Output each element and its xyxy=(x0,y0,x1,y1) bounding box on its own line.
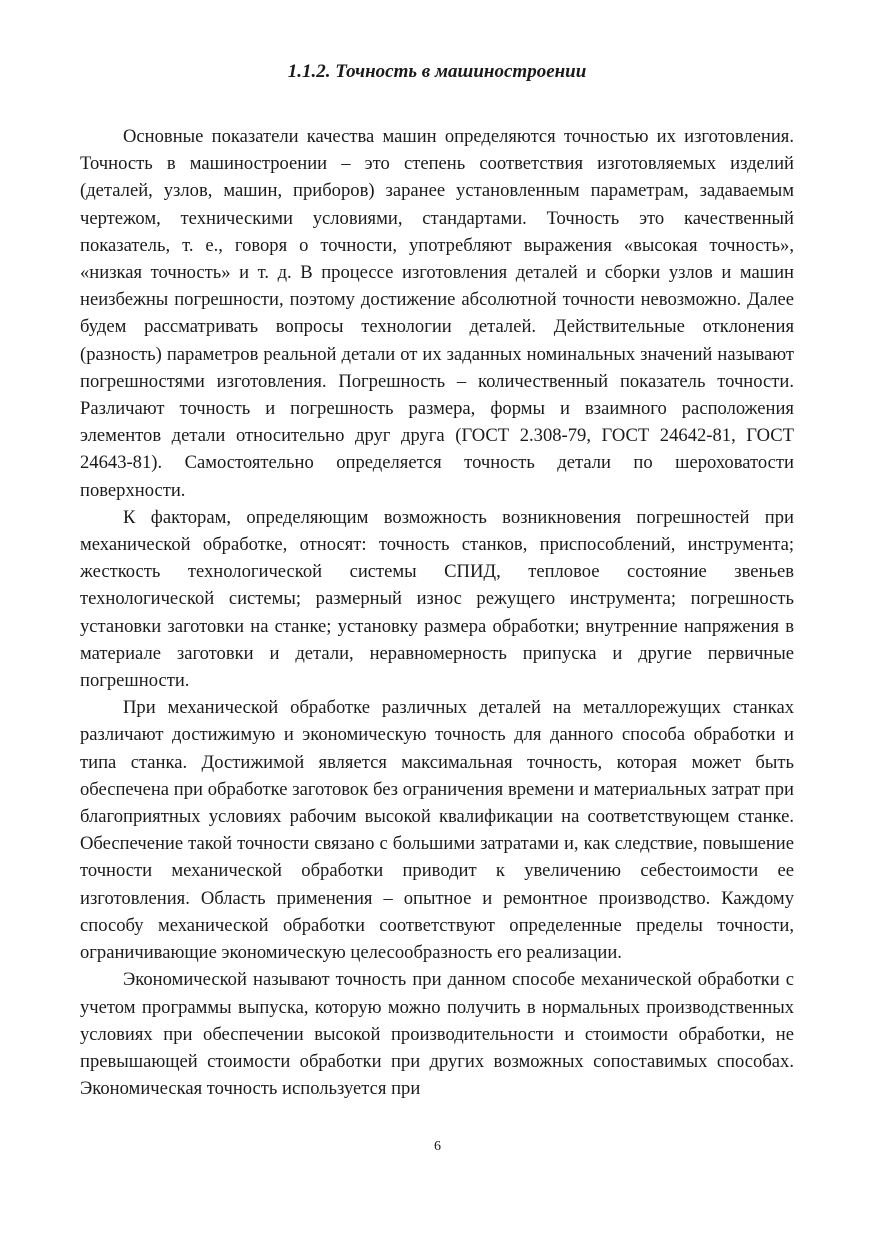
page-number: 6 xyxy=(434,1139,441,1154)
paragraph-economic-accuracy: Экономической называют точность при данном способе механической обработки с учетом программы выпуска, которую можно получить в нормальных производственных условиях при обеспечении высокой производительности и стоимости обработки, не превышающей стоимости обработки при других возможных сопоставимых способах. Экономическая точность используется при xyxy=(80,969,794,1100)
page-body xyxy=(80,60,794,1102)
paragraph-error-factors: К факторам, определяющим возможность возникновения погрешностей при механической обработке, относят: точность станков, приспособлений, инструмента; жесткость технологической системы СПИД, тепловое состояние звеньев технологической системы; размерный износ режущего инструмента; погрешность установки заготовки на станке; установку размера обработки; внутренние напряжения в материале заготовки и детали, неравномерность припуска и другие первичные погрешности. xyxy=(80,506,794,692)
paragraph-accuracy-definition: Основные показатели качества машин определяются точностью их изготовления. Точность в машиностроении – это степень соответствия изготовляемых изделий (деталей, узлов, машин, приборов) заранее установленным параметрам, задаваемым чертежом, техническими условиями, стандартами. Точность это качественный показатель, т. е., говоря о точности, употребляют выражения «высокая точность», «низкая точность» и т. д. В процессе изготовления деталей и сборки узлов и машин неизбежны погрешности, поэтому достижение абсолютной точности невозможно. Далее будем рассматривать вопросы технологии деталей. Действительные отклонения (разность) параметров реальной детали от их заданных номинальных значений называют погрешностями изготовления. Погрешность – количественный показатель точности. Различают точность и погрешность размера, формы и взаимного расположения элементов детали относительно друг друга (ГОСТ 2.308-79, ГОСТ 24642-81, ГОСТ 24643-81). Самостоятельно определяется точность детали по шероховатости поверхности. xyxy=(80,126,794,501)
paragraph-achievable-accuracy: При механической обработке различных деталей на металлорежущих станках различают достижимую и экономическую точность для данного способа обработки и типа станка. Достижимой является максимальная точность, которая может быть обеспечена при обработке заготовок без ограничения времени и материальных затрат при благоприятных условиях рабочим высокой квалификации на соответствующем станке. Обеспечение такой точности связано с большими затратами и, как следствие, повышение точности механической обработки приводит к увеличению себестоимости ее изготовления. Область применения – опытное и ремонтное производство. Каждому способу механической обработки соответствуют определенные пределы точности, ограничивающие экономическую целесообразность его реализации. xyxy=(80,697,794,964)
section-title: 1.1.2. Точность в машиностроении xyxy=(287,61,587,82)
